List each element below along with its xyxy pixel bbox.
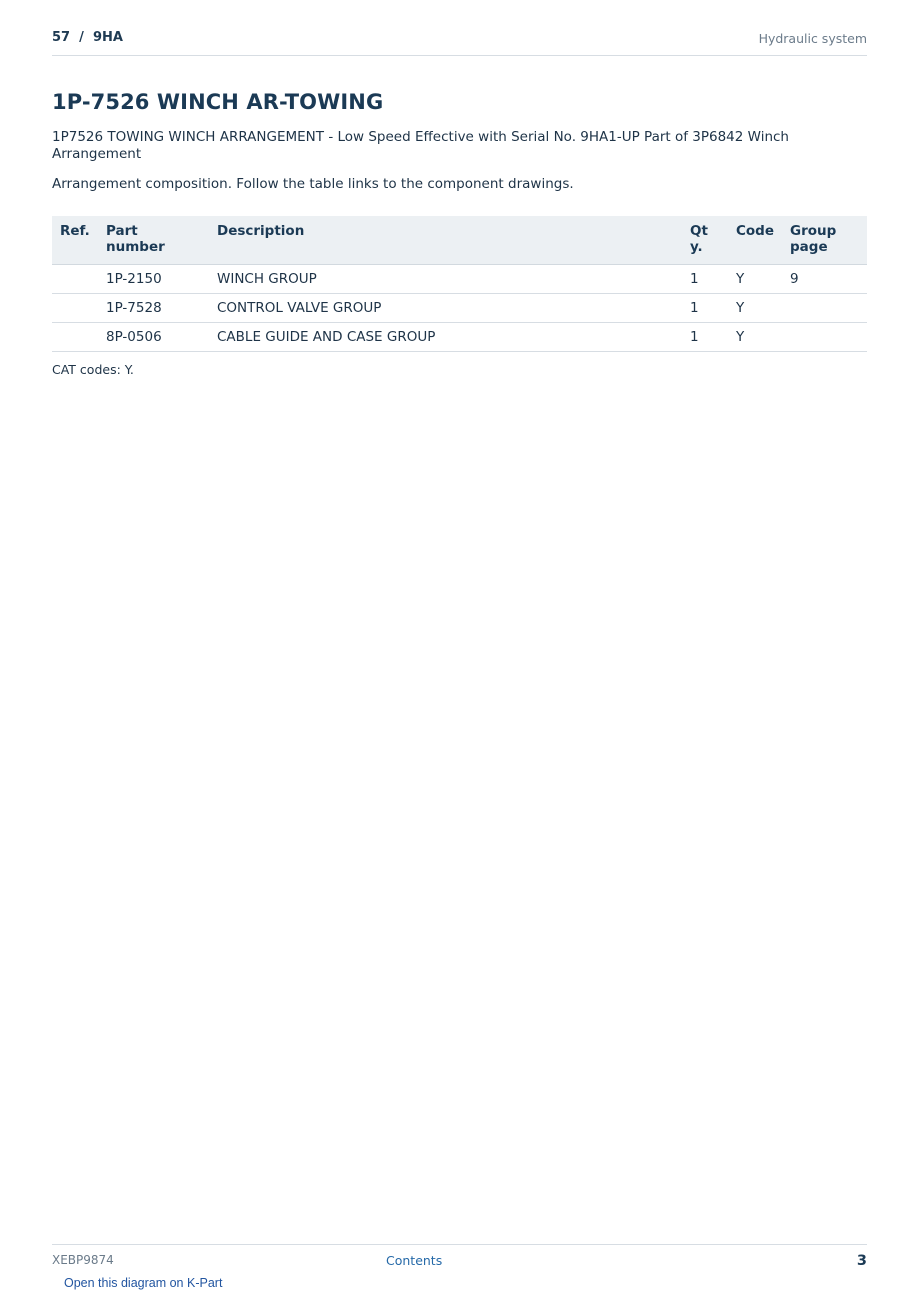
cell-description: CONTROL VALVE GROUP [209,294,682,323]
page-title: 1P-7526 WINCH AR-TOWING [52,90,384,114]
cell-ref [52,265,98,294]
cell-code: Y [728,265,782,294]
cat-codes-note: CAT codes: Y. [52,362,134,377]
page-header [52,28,867,56]
category-label: Hydraulic system [758,31,867,46]
cell-part-number: 8P-0506 [98,323,209,352]
document-id: XEBP9874 [52,1253,114,1267]
table-row [52,294,867,323]
cell-code: Y [728,294,782,323]
group-page-link[interactable]: 9 [782,265,867,294]
cell-code: Y [728,323,782,352]
kpart-diagram-link[interactable]: Open this diagram on K-Part [64,1276,223,1290]
cell-qty: 1 [682,323,728,352]
cell-description: CABLE GUIDE AND CASE GROUP [209,323,682,352]
table-header-row [52,216,867,265]
header-ref: Ref. [52,216,98,265]
header-qty [682,216,728,265]
contents-link[interactable]: Contents [386,1253,443,1268]
cell-qty: 1 [682,265,728,294]
cell-ref [52,323,98,352]
page-number: 3 [856,1253,867,1269]
header-code: Code [728,216,782,265]
header-description: Description [209,216,682,265]
parts-table [52,216,867,352]
cell-group-page [782,323,867,352]
header-part-number: Part number [98,216,209,265]
cell-part-number: 1P-7528 [98,294,209,323]
intro-text: Arrangement composition. Follow the table links to the component drawings. [52,176,574,192]
cell-group-page [782,294,867,323]
table-row [52,323,867,352]
cell-ref [52,294,98,323]
header-group-page: Group page [782,216,867,265]
header-qty-label: Qty. [690,223,708,255]
table-row [52,265,867,294]
arrangement-description: 1P7526 TOWING WINCH ARRANGEMENT - Low Speed Effective with Serial No. 9HA1-UP Part of 3P6842 Winch Arrangement [52,129,789,162]
section-label: 57 / 9HA [52,30,123,45]
cell-qty: 1 [682,294,728,323]
part-number-link[interactable]: 1P-2150 [98,265,209,294]
cell-description: WINCH GROUP [209,265,682,294]
